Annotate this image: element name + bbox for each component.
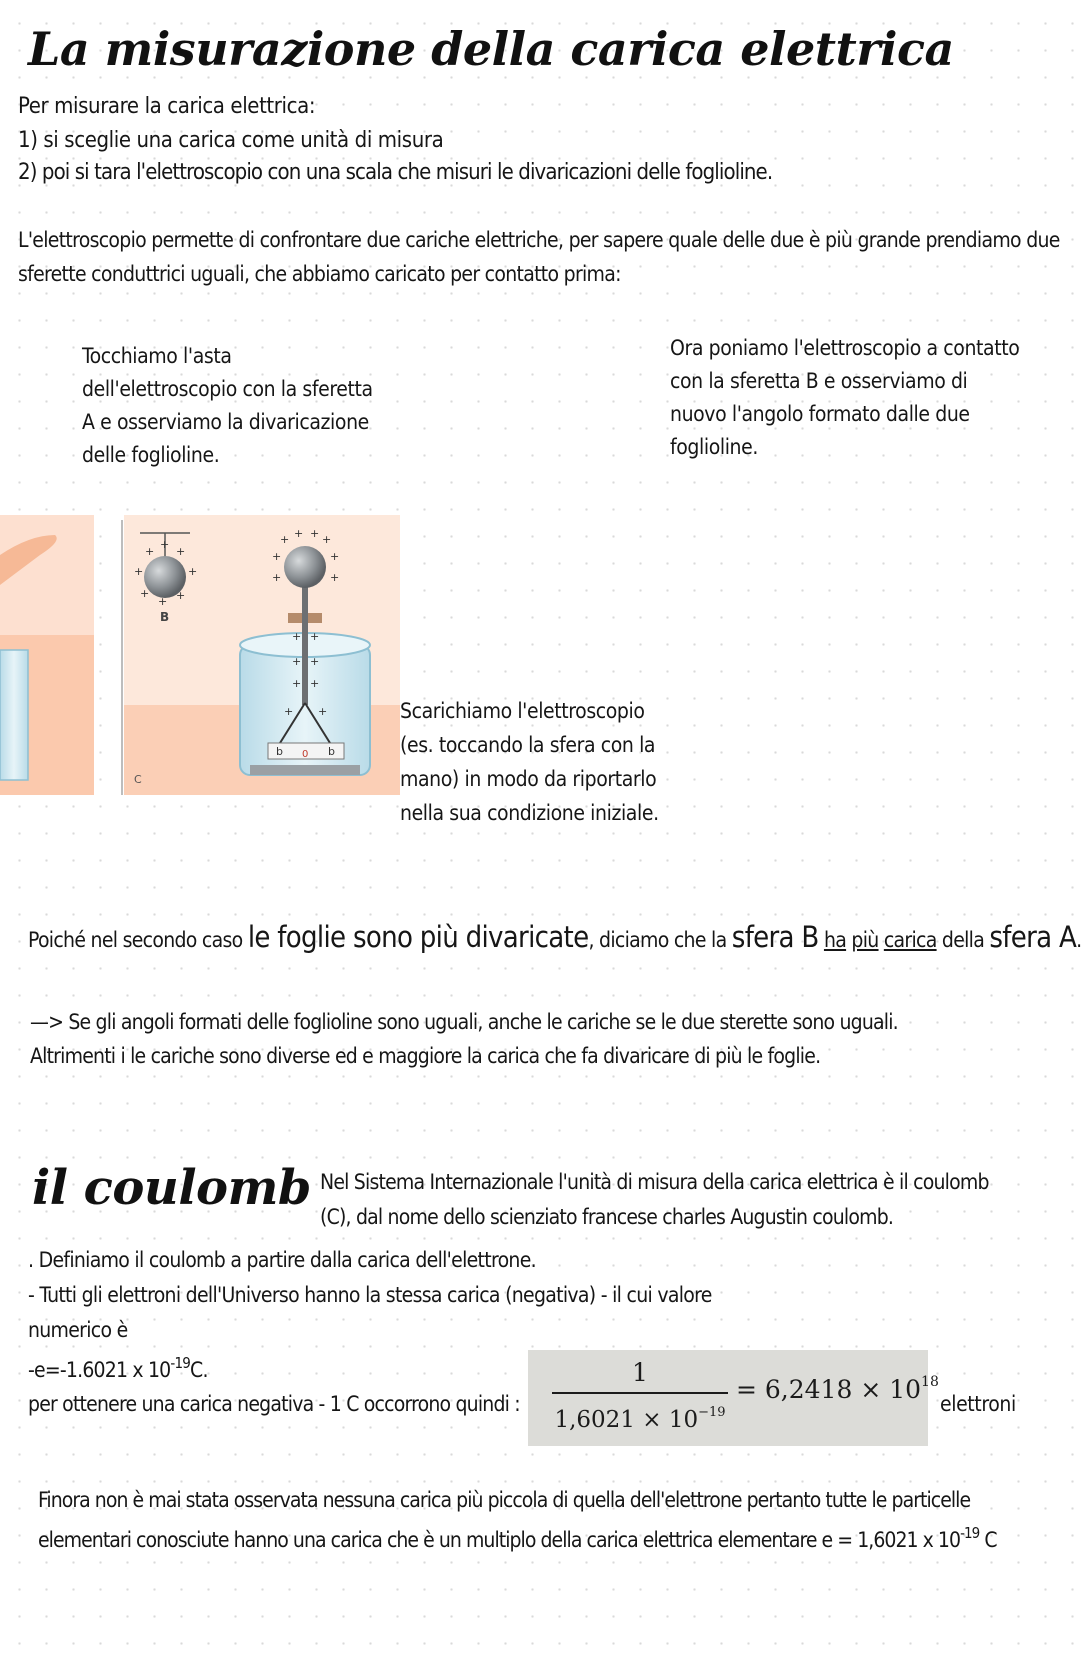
svg-text:+: +: [158, 595, 168, 608]
svg-text:+: +: [310, 630, 320, 643]
formula-tail: elettroni: [940, 1392, 1016, 1416]
coulomb-def-1: Nel Sistema Internazionale l'unità di misura della carica elettrica è il coulomb: [320, 1170, 989, 1194]
svg-text:+: +: [310, 677, 320, 690]
discharge-text: Scarichiamo l'elettroscopio (es. toccando la sfera con la mano) in modo da riportarlo nella sua condizione iniziale.: [400, 699, 659, 825]
svg-text:+: +: [292, 677, 302, 690]
final-line-1: Finora non è mai stata osservata nessuna carica più piccola di quella dell'elettrone pertanto tutte le particelle: [38, 1488, 971, 1512]
svg-text:+: +: [134, 565, 144, 578]
svg-text:+: +: [284, 705, 294, 718]
svg-text:+: +: [176, 589, 186, 602]
comparison-paragraph: L'elettroscopio permette di confrontare due cariche elettriche, per sapere quale delle due è più grande prendiamo due sferette conduttrici uguali, che abbiamo caricato per contatto prima:: [18, 228, 1060, 286]
intro-lead: Per misurare la carica elettrica:: [18, 94, 316, 119]
left-jar: [0, 650, 28, 780]
svg-text:+: +: [318, 705, 328, 718]
svg-text:+: +: [292, 630, 302, 643]
svg-text:b: b: [276, 745, 283, 758]
electroscope-knob-icon: [284, 546, 326, 588]
svg-text:+: +: [330, 571, 340, 584]
coulomb-def-2: (C), dal nome dello scienziato francese charles Augustin coulomb.: [320, 1205, 894, 1229]
intro-step-2: 2) poi si tara l'elettroscopio con una scala che misuri le divaricazioni delle foglioline.: [18, 160, 773, 185]
svg-text:0: 0: [302, 749, 309, 760]
svg-text:+: +: [310, 655, 320, 668]
svg-text:+: +: [140, 587, 150, 600]
page-title: La misurazione della carica elettrica: [28, 22, 954, 76]
svg-text:+: +: [280, 533, 290, 546]
electron-value: -e=-1.6021 x $10^{-19}C$.: [28, 1354, 208, 1382]
coulomb-heading: il coulomb: [32, 1160, 311, 1216]
electroscope-rod: [302, 585, 308, 705]
svg-text:+: +: [294, 527, 304, 540]
svg-text:+: +: [145, 545, 155, 558]
step-left-text: Tocchiamo l'asta dell'elettroscopio con la sferetta A e osserviamo la divaricazione delle foglioline.: [82, 344, 373, 467]
step-right-text: Ora poniamo l'elettroscopio a contatto con la sferetta B e osserviamo di nuovo l'angolo formato dalle due foglioline.: [670, 336, 1020, 459]
formula-denominator: $1,6021 \times 10^{-19}$: [554, 1405, 726, 1433]
svg-text:+: +: [176, 545, 186, 558]
electron-line-2: - Tutti gli elettroni dell'Universo hanno la stessa carica (negativa) - il cui valore: [28, 1283, 712, 1307]
svg-text:+: +: [188, 565, 198, 578]
svg-text:+: +: [292, 655, 302, 668]
electroscope-figure: [0, 515, 400, 795]
formula-box: [528, 1350, 939, 1446]
formula-result: = $6,2418 \times 10^{18}$: [736, 1374, 939, 1404]
final-line-2: elementari conosciute hanno una carica che è un multiplo della carica elettrica elementare e = 1,6021 x $10^{-19}$ C: [38, 1524, 997, 1552]
svg-text:+: +: [330, 550, 340, 563]
rule-line-2: Altrimenti i le cariche sono diverse ed e maggiore la carica che fa divaricare di più le foglie.: [30, 1044, 821, 1068]
rule-line-1: —> Se gli angoli formati delle foglioline sono uguali, anche le cariche se le due sterette sono uguali.: [30, 1010, 898, 1034]
panel-label: C: [134, 773, 142, 786]
conclusion-line: Poiché nel secondo caso le foglie sono più divaricate, diciamo che la sfera B ha più carica della sfera A.: [28, 920, 1081, 954]
electron-line-1: . Definiamo il coulomb a partire dalla carica dell'elettrone.: [28, 1248, 536, 1272]
obtain-text: per ottenere una carica negativa - 1 C occorrono quindi :: [28, 1392, 520, 1416]
svg-text:b: b: [328, 745, 335, 758]
formula-numerator: 1: [632, 1358, 648, 1387]
svg-text:+: +: [160, 538, 170, 551]
intro-step-1: 1) si sceglie una carica come unità di misura: [18, 128, 444, 153]
svg-text:+: +: [310, 527, 320, 540]
electron-line-3: numerico è: [28, 1318, 128, 1342]
sphere-label: B: [160, 610, 170, 624]
svg-text:+: +: [272, 550, 282, 563]
svg-text:+: +: [272, 571, 282, 584]
formula-fraction: [552, 1358, 728, 1435]
svg-text:+: +: [322, 533, 332, 546]
